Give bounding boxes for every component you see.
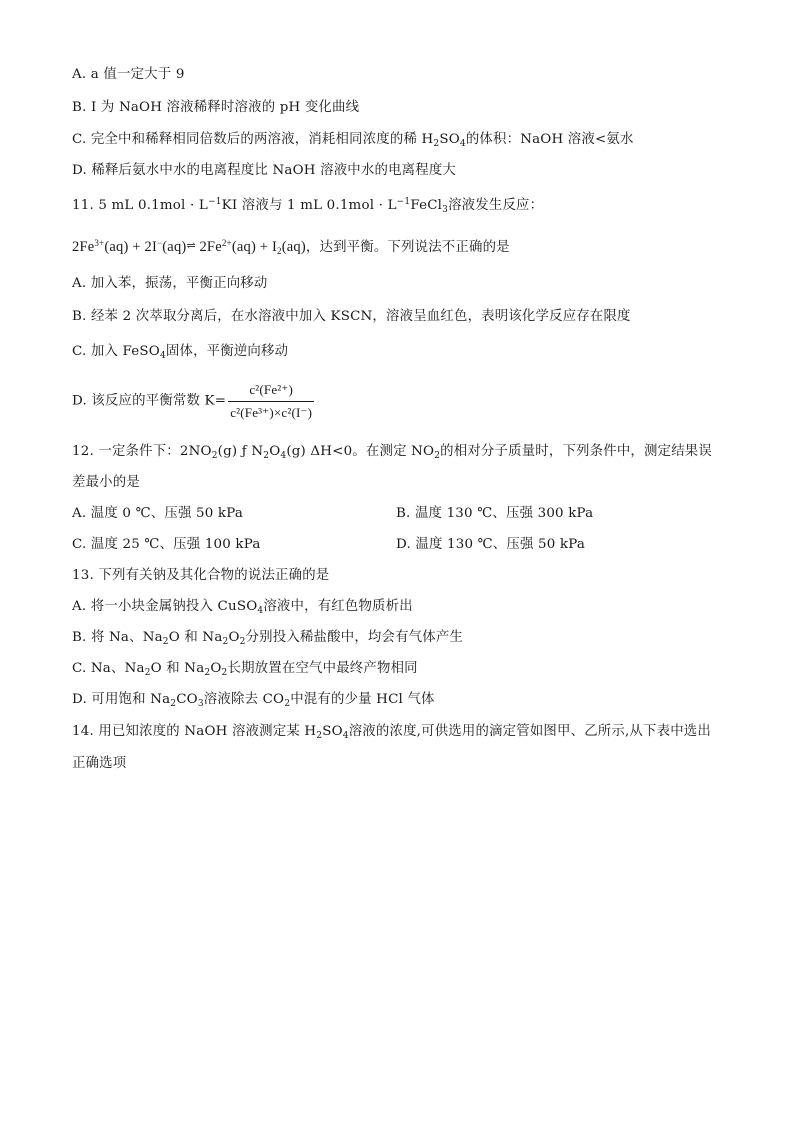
q14-stem: 14. 用已知浓度的 NaOH 溶液测定某 $H_2SO_4$溶液的浓度,可供选用的滴定管如图甲、乙所示,从下表中选出 <box>72 724 711 741</box>
q10-option-a <box>72 66 185 84</box>
q11-option-c: C. 加入 FeSO$_4$固体，平衡逆向移动 <box>72 344 289 361</box>
equilibrium-constant-fraction <box>228 381 314 422</box>
q10-option-b-text: B. I 为 NaOH 溶液稀释时溶液的 pH 变化曲线 <box>72 100 360 115</box>
q12-option-b: B. 温度 130 ℃、压强 300 kPa <box>396 506 594 521</box>
q10-option-d: D. 稀释后氨水中水的电离程度比 NaOH 溶液中水的电离程度大 <box>72 163 457 178</box>
q11-equation: $2Fe^{3+}(aq)$ + 2I−(aq)⇌ $2Fe^{2+}(aq) + I_2(aq)$，达到平衡。下列说法不正确的是 <box>72 238 510 256</box>
q13-option-c: C. Na、$Na_2O$ 和 $Na_2O_2$长期放置在空气中最终产物相同 <box>72 661 418 678</box>
q10-option-c: C. 完全中和稀释相同倍数后的两溶液，消耗相同浓度的稀 $H_2SO_4$的体积：NaOH 溶液<氨水 <box>72 132 634 149</box>
q11-option-b: B. 经苯 2 次萃取分离后，在水溶液中加入 KSCN，溶液呈血红色，表明该化学反应存在限度 <box>72 309 631 324</box>
q10-option-a-text: A. a 值一定大于 9 <box>72 67 185 82</box>
q12-stem: 12. 一定条件下：$2NO_2(g)$ ƒ $N_2O_4(g)$ ΔH<0。在测定 $NO_2$的相对分子质量时，下列条件中，测定结果误 <box>72 444 712 461</box>
q13-option-a: A. 将一小块金属钠投入 CuSO$_4$溶液中，有红色物质析出 <box>72 599 413 616</box>
q11-option-a: A. 加入苯，振荡，平衡正向移动 <box>72 276 268 291</box>
equilibrium-arrow-icon: ⇌ <box>186 240 196 252</box>
fraction-denominator: c²(Fe³⁺)×c²(I⁻) <box>230 405 313 420</box>
q13-option-b: B. 将 Na、$Na_2O$ 和 $Na_2O_2$分别投入稀盐酸中，均会有气体产生 <box>72 630 464 647</box>
q13-stem: 13. 下列有关钠及其化合物的说法正确的是 <box>72 568 330 583</box>
q12-option-c: C. 温度 25 ℃、压强 100 kPa <box>72 537 261 552</box>
q12-stem-line2: 差最小的是 <box>72 475 140 490</box>
q13-option-d: D. 可用饱和 $Na_2CO_3$溶液除去 $CO_2$中混有的少量 HCl 气体 <box>72 692 435 709</box>
q10-option-b <box>72 99 359 117</box>
q14-stem-line2: 正确选项 <box>72 756 127 771</box>
fraction-numerator: c²(Fe²⁺) <box>228 381 314 402</box>
q12-option-a: A. 温度 0 ℃、压强 50 kPa <box>72 506 244 521</box>
q11-stem: 11. 5 mL $0.1mol \cdot L^{-1}KI$ 溶液与 1 mL $0.1mol \cdot L^{-1}FeCl_3$溶液发生反应： <box>72 197 544 215</box>
q12-option-d: D. 温度 130 ℃、压强 50 kPa <box>396 537 586 552</box>
q11-option-d: D. 该反应的平衡常数 K= $\frac{\text{c²(Fe²⁺)}}{\text{c²(Fe³⁺)×c²(I⁻)}}$ <box>72 382 313 420</box>
